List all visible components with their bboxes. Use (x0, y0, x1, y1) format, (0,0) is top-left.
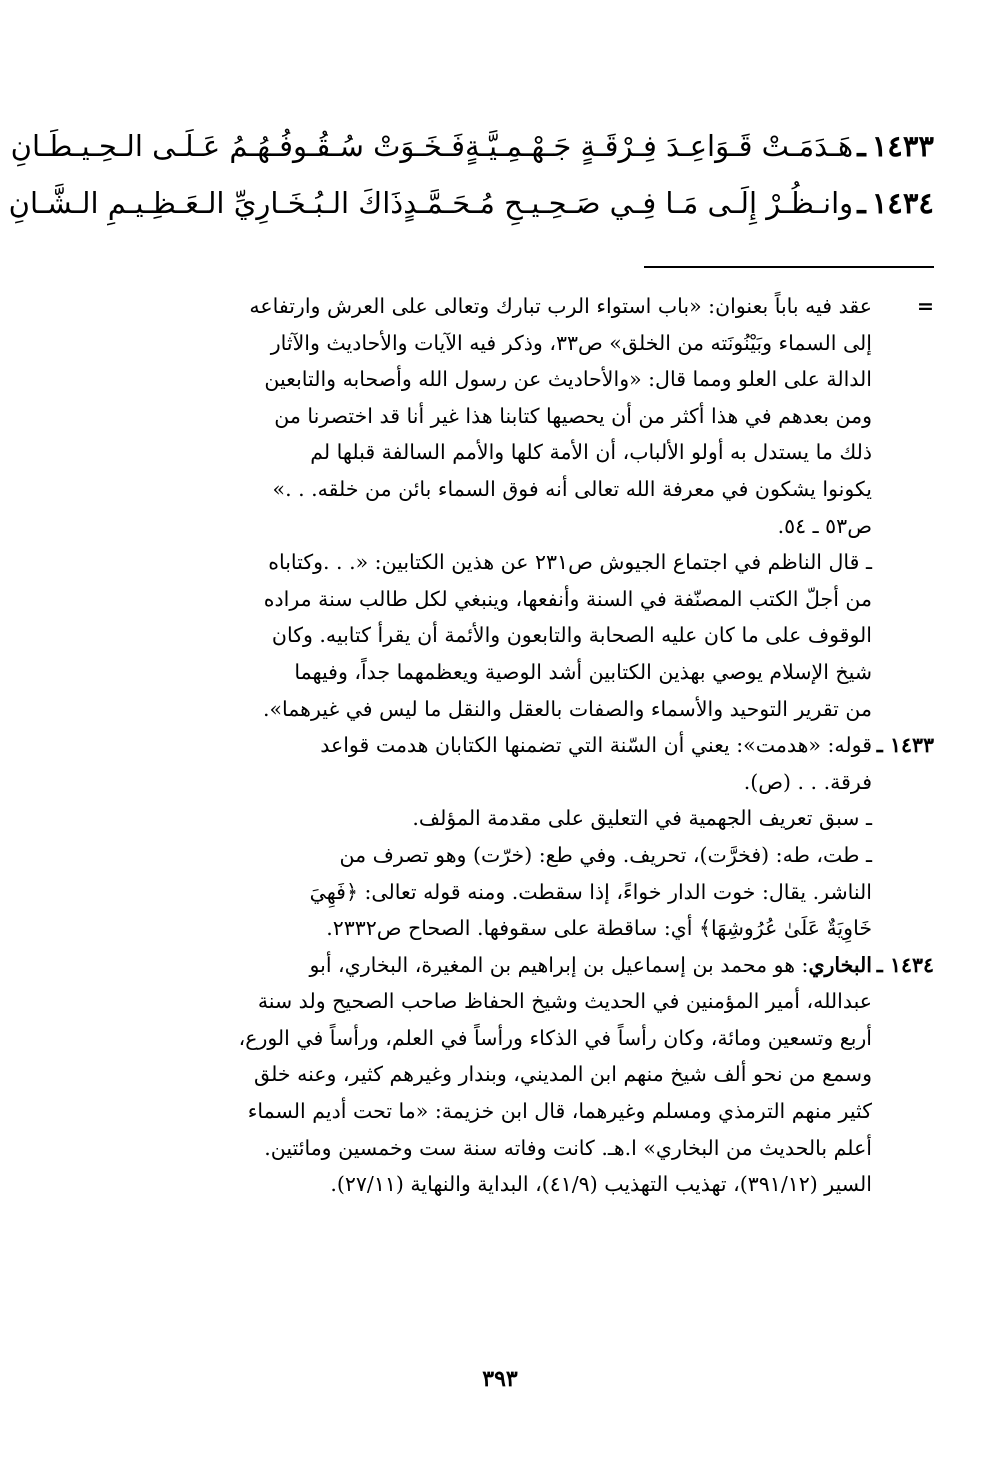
footnote-line: شيخ الإسلام يوصي بهذين الكتابين أشد الوصية ويعظمهما جداً، وفيهما (294, 659, 872, 684)
footnote-marker: ١٤٣٤ ـ (876, 952, 934, 977)
footnote-1434 (68, 947, 934, 1203)
footnote-line: الناشر. يقال: خوت الدار خواءً، إذا سقطت. ومنه قوله تعالى: ﴿فَهِيَ (309, 879, 872, 904)
verse-number: ١٤٣٤ (871, 186, 934, 220)
verse-first-hemistich: وانـظُـرْ إِلَـى مَـا فِـي صَـحِـيـحِ مُـحَـمَّـدٍ (403, 186, 854, 220)
footnote-line: ـ طت، طه: (فخرَّت)، تحريف. وفي طع: (خرّت) وهو تصرف من (339, 842, 872, 867)
verse-line (10, 118, 934, 175)
footnote-1433 (68, 727, 934, 947)
footnote-line: ذلك ما يستدل به أولو الألباب، أن الأمة كلها والأمم السالفة قبلها لم (310, 440, 872, 465)
footnote-line: إلى السماء وبَيْنُونَته من الخلق» ص٣٣، وذكر فيه الآيات والأحاديث والآثار (270, 330, 872, 355)
footnote-line: ـ سبق تعريف الجهمية في التعليق على مقدمة المؤلف. (412, 806, 872, 831)
footnote-line: يكونوا يشكون في معرفة الله تعالى أنه فوق السماء بائن من خلقه. . .» (272, 476, 872, 501)
footnote-line: وسمع من نحو ألف شيخ منهم ابن المديني، وبندار وغيرهم كثير، وعنه خلق (254, 1062, 872, 1087)
footnote-line: من أجلّ الكتب المصنّفة في السنة وأنفعها، وينبغي لكل طالب سنة مراده (263, 586, 872, 611)
page-body (8, 118, 934, 1203)
footnote-line: ومن بعدهم في هذا أكثر من أن يحصيها كتابنا هذا غير أنا قد اختصرنا من (274, 403, 872, 428)
footnote-body (68, 288, 872, 727)
footnote-line: كثير منهم الترمذي ومسلم وغيرهما، قال ابن خزيمة: «ما تحت أديم السماء (247, 1099, 872, 1124)
footnote-marker: ١٤٣٣ ـ (876, 733, 934, 758)
footnote-head-word: البخاري (808, 952, 872, 977)
verse-first-hemistich: هَـدَمَـتْ قَـوَاعِـدَ فِـرْقَـةٍ جَـهْـمِـيَّـةٍ (464, 129, 854, 163)
footnote-line: خَاوِيَةٌ عَلَىٰ عُرُوشِهَا﴾ أي: ساقطة على سقوفها. الصحاح ص٢٣٣٢. (326, 916, 872, 941)
footnote-line: من تقرير التوحيد والأسماء والصفات بالعقل والنقل ما ليس في غيرهما». (263, 696, 872, 721)
verse-dash: ـ (857, 129, 866, 163)
verse-number: ١٤٣٣ (871, 129, 934, 163)
page-number: ٣٩٣ (482, 1366, 518, 1392)
footnote-line: قوله: «هدمت»: يعني أن السّنة التي تضمنها الكتابان هدمت قواعد (320, 733, 872, 758)
footnote-line: أربع وتسعين ومائة، وكان رأساً في الذكاء ورأساً في العلم، ورأساً في الورع، (238, 1025, 872, 1050)
footnote-line (68, 947, 872, 984)
footnote-continuation (68, 288, 934, 727)
footnote-line: ـ قال الناظم في اجتماع الجيوش ص٢٣١ عن هذين الكتابين: «. . .وكتاباه (268, 550, 872, 575)
verse-second-hemistich: فَـخَـوَتْ سُـقُـوفُـهُـمُ عَـلَـى الـحِـيـطَـانِ (10, 129, 465, 163)
footnote-body (68, 727, 872, 947)
verse-second-hemistich: ذَاكَ الـبُـخَـارِيِّ الـعَـظِـيـمِ الـشَّـانِ (8, 186, 404, 220)
footnote-line: فرقة. . . (ص). (743, 769, 872, 794)
footnote-line: الدالة على العلو ومما قال: «والأحاديث عن رسول الله وأصحابه والتابعين (264, 367, 872, 392)
footnote-line: عقد فيه باباً بعنوان: «باب استواء الرب تبارك وتعالى على العرش وارتفاعه (249, 294, 872, 318)
footnote-separator (644, 266, 934, 268)
footnote-line: الوقوف على ما كان عليه الصحابة والتابعون والأئمة أن يقرأ كتابيه. وكان (271, 623, 872, 648)
footnote-body (68, 947, 872, 1203)
footnote-line: ص٥٣ ـ ٥٤. (777, 513, 872, 538)
verse-line (8, 175, 934, 232)
footnote-line: السير (٣٩١/١٢)، تهذيب التهذيب (٤١/٩)، البداية والنهاية (٢٧/١١). (330, 1172, 872, 1197)
footnotes (68, 288, 934, 1203)
footnote-line: عبدالله، أمير المؤمنين في الحديث وشيخ الحفاظ صاحب الصحيح ولد سنة (257, 989, 872, 1014)
verse-dash: ـ (857, 186, 866, 220)
footnote-line: أعلم بالحديث من البخاري» ا.هـ. كانت وفاته سنة ست وخمسين ومائتين. (264, 1135, 872, 1160)
continuation-marker: = (916, 294, 934, 318)
footnote-line-rest: : هو محمد بن إسماعيل بن إبراهيم بن المغيرة، البخاري، أبو (309, 952, 809, 977)
